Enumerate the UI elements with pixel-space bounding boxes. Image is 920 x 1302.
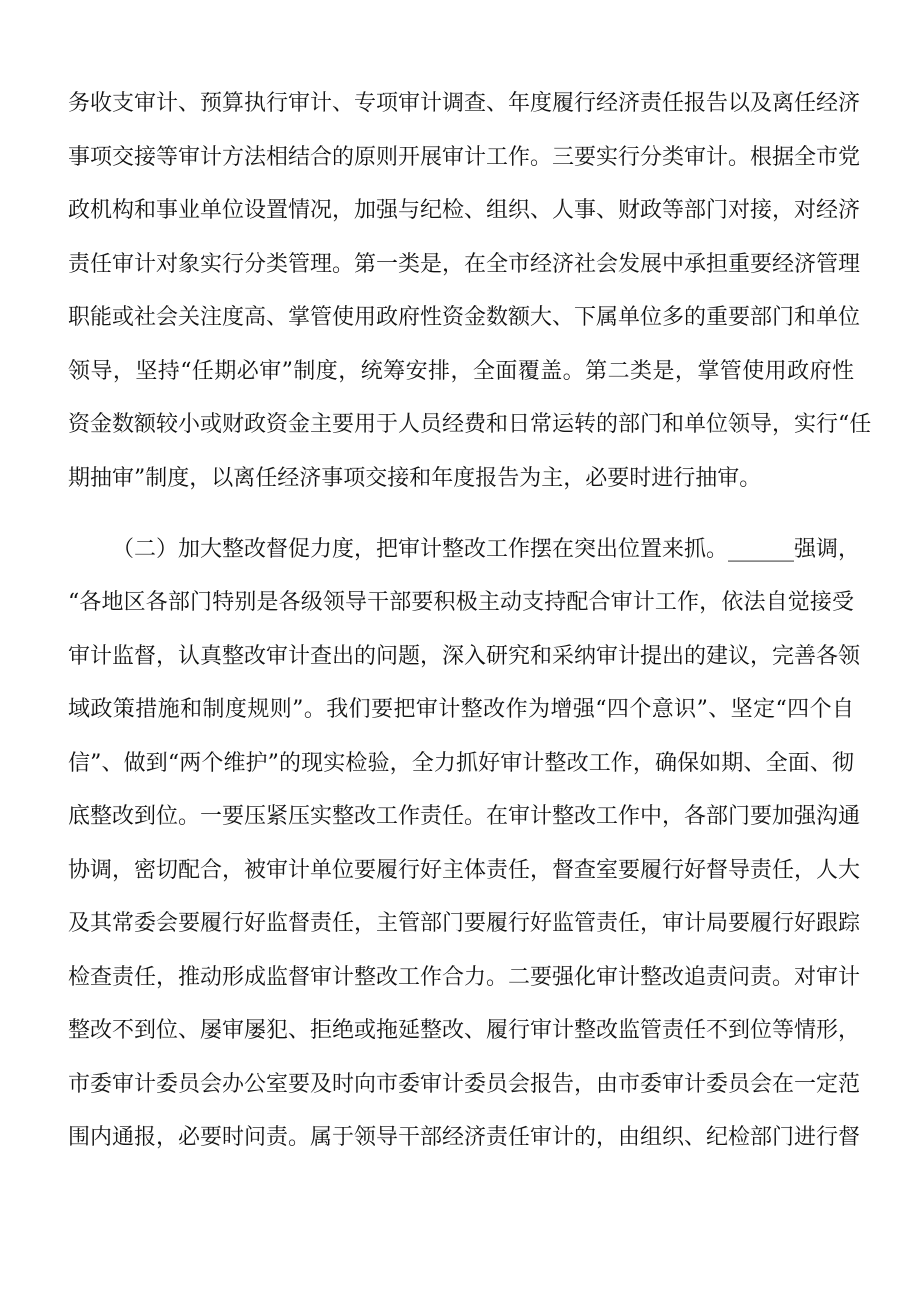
paragraph-line: 域政策措施和制度规则”。我们要把审计整改作为增强“四个意识”、坚定“四个自 (68, 697, 854, 722)
paragraph-line: 底整改到位。一要压紧压实整改工作责任。在审计整改工作中，各部门要加强沟通 (68, 804, 861, 829)
paragraph-heading-line: （二）加大整改督促力度，把审计整改工作摆在突出位置来抓。______强调， (112, 537, 861, 562)
paragraph-line: 协调，密切配合，被审计单位要履行好主体责任，督查室要履行好督导责任，人大 (68, 858, 861, 883)
paragraph-line: 及其常委会要履行好监督责任，主管部门要履行好监管责任，审计局要履行好跟踪 (68, 911, 861, 936)
paragraph-line: 资金数额较小或财政资金主要用于人员经费和日常运转的部门和单位领导，实行“任 (68, 412, 872, 437)
paragraph-line: 围内通报，必要时问责。属于领导干部经济责任审计的，由组织、纪检部门进行督 (68, 1125, 861, 1150)
paragraph-line: 务收支审计、预算执行审计、专项审计调查、年度履行经济责任报告以及离任经济 (68, 91, 861, 116)
paragraph-line: 审计监督，认真整改审计查出的问题，深入研究和采纳审计提出的建议，完善各领 (68, 644, 861, 669)
paragraph-line: 职能或社会关注度高、掌管使用政府性资金数额大、下属单位多的重要部门和单位 (68, 305, 861, 330)
paragraph-line: 责任审计对象实行分类管理。第一类是，在全市经济社会发展中承担重要经济管理 (68, 252, 861, 277)
paragraph-line: “各地区各部门特别是各级领导干部要积极主动支持配合审计工作，依法自觉接受 (68, 590, 854, 615)
paragraph-line: 检查责任，推动形成监督审计整改工作合力。二要强化审计整改追责问责。对审计 (68, 965, 861, 990)
paragraph-line: 整改不到位、屡审屡犯、拒绝或拖延整改、履行审计整改监管责任不到位等情形， (68, 1018, 861, 1043)
paragraph-line: 期抽审”制度，以离任经济事项交接和年度报告为主，必要时进行抽审。 (68, 466, 762, 491)
paragraph-line: 信”、做到“两个维护”的现实检验，全力抓好审计整改工作，确保如期、全面、彻 (68, 751, 854, 776)
paragraph-line: 政机构和事业单位设置情况，加强与纪检、组织、人事、财政等部门对接，对经济 (68, 198, 861, 223)
paragraph-line: 事项交接等审计方法相结合的原则开展审计工作。三要实行分类审计。根据全市党 (68, 145, 861, 170)
paragraph-line: 领导，坚持“任期必审”制度，统筹安排，全面覆盖。第二类是，掌管使用政府性 (68, 359, 854, 384)
paragraph-line: 市委审计委员会办公室要及时向市委审计委员会报告，由市委审计委员会在一定范 (68, 1072, 861, 1097)
